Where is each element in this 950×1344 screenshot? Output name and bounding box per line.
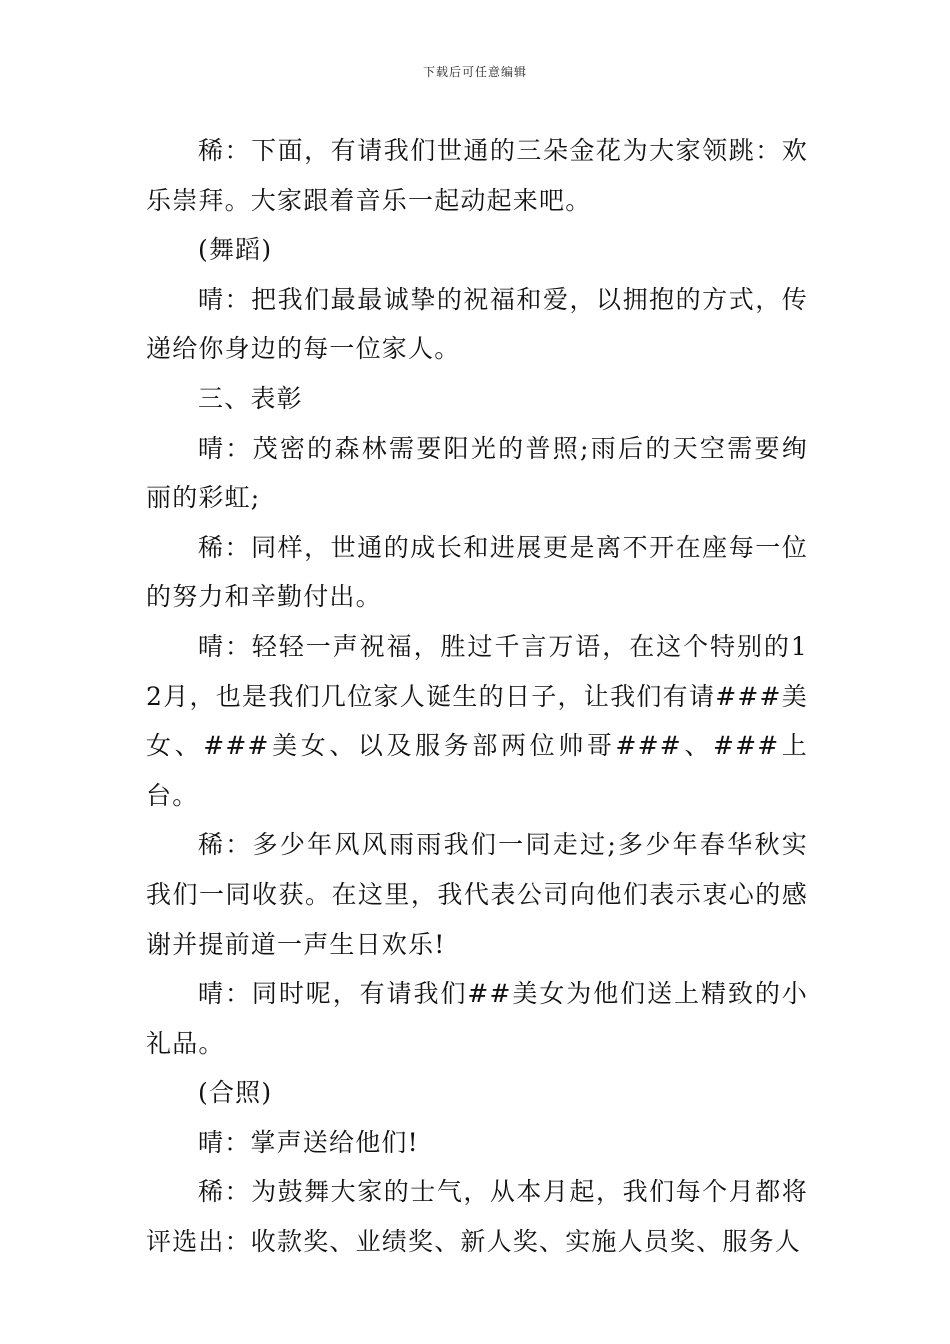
paragraph-2: (舞蹈) — [198, 235, 273, 265]
paragraph-1: 稀：下面，有请我们世通的三朵金花为大家领跳：欢乐崇拜。大家跟着音乐一起动起来吧。 — [146, 136, 808, 215]
paragraph-10: (合照) — [198, 1078, 273, 1108]
document-body — [146, 126, 808, 1267]
paragraph-9: 晴：同时呢，有请我们##美女为他们送上精致的小礼品。 — [146, 979, 808, 1058]
paragraph-12: 稀：为鼓舞大家的士气，从本月起，我们每个月都将评选出：收款奖、业绩奖、新人奖、实施人员奖、服务人 — [146, 1177, 808, 1257]
paragraph-8: 稀：多少年风风雨雨我们一同走过;多少年春华秋实我们一同收获。在这里，我代表公司向他们表示衷心的感谢并提前道一声生日欢乐! — [146, 830, 808, 959]
paragraph-6: 稀：同样，世通的成长和进展更是离不开在座每一位的努力和辛勤付出。 — [146, 532, 808, 612]
paragraph-5: 晴：茂密的森林需要阳光的普照;雨后的天空需要绚丽的彩虹; — [146, 433, 808, 513]
paragraph-3: 晴：把我们最最诚挚的祝福和爱，以拥抱的方式，传递给你身边的每一位家人。 — [146, 284, 808, 364]
page-header-note: 下载后可任意编辑 — [422, 65, 527, 79]
paragraph-4: 三、表彰 — [198, 383, 303, 413]
paragraph-7: 晴：轻轻一声祝福，胜过千言万语，在这个特别的12月，也是我们几位家人诞生的日子，让我们有请###美女、###美女、以及服务部两位帅哥###、###上台。 — [146, 631, 808, 810]
paragraph-11: 晴：掌声送给他们! — [198, 1127, 419, 1157]
